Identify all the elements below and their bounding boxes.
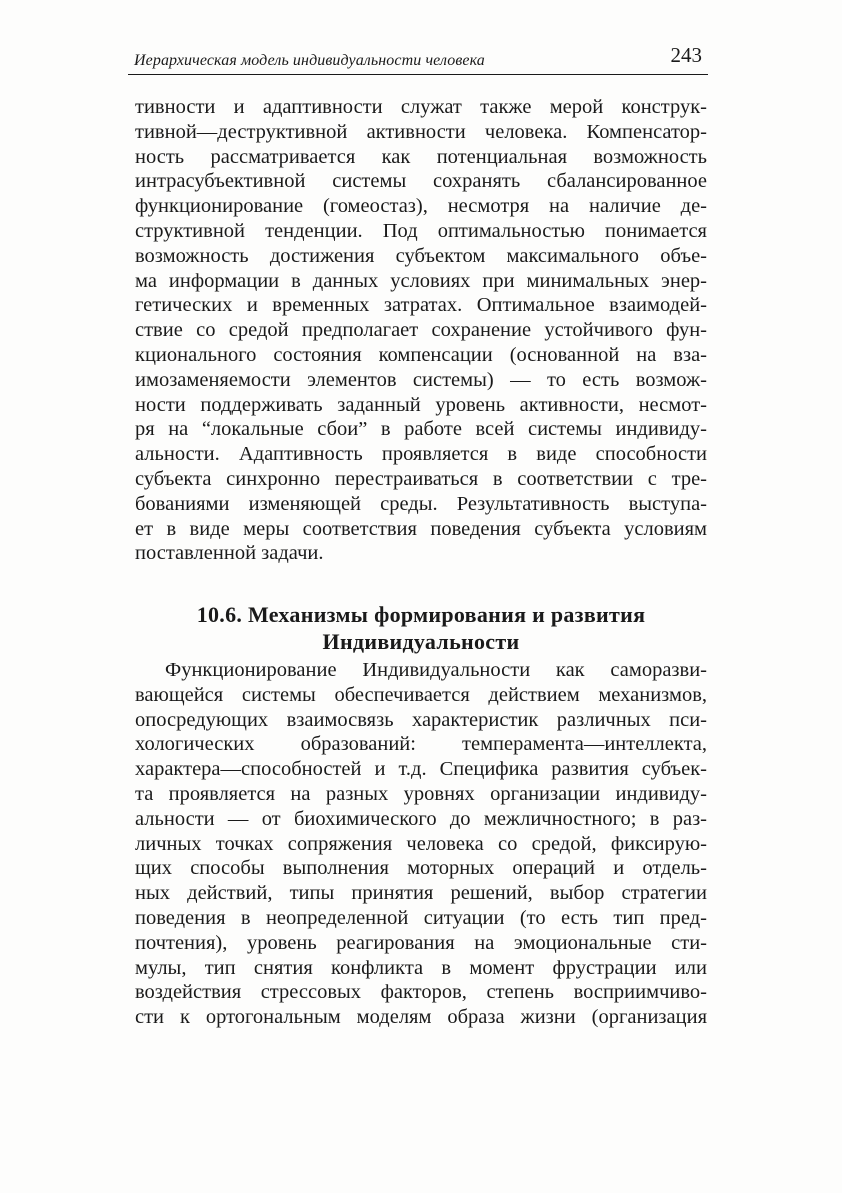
running-title: Иерархическая модель индивидуальности человека	[134, 52, 485, 69]
text-line: поведения в неопределенной ситуации (то есть тип пред-	[135, 906, 707, 929]
text-line: характера—способностей и т.д. Специфика развития субъек-	[135, 758, 707, 781]
text-line: ных действий, типы принятия решений, выбор стратегии	[135, 882, 707, 905]
text-line: ствие со средой предполагает сохранение устойчивого фун-	[135, 319, 707, 342]
section-title-part-2: Индивидуальности	[322, 629, 520, 654]
text-line: бованиями изменяющей среды. Результативность выступа-	[135, 492, 707, 515]
text-line: почтения), уровень реагирования на эмоциональные сти-	[135, 931, 707, 954]
text-line: гетических и временных затратах. Оптимальное взаимодей-	[135, 294, 707, 317]
text-line: ма информации в данных условиях при минимальных энер-	[135, 269, 707, 292]
text-line: ря на “локальные сбои” в работе всей системы индивиду-	[135, 418, 707, 441]
text-line: личных точках сопряжения человека со средой, фиксирую-	[135, 832, 707, 855]
text-line: субъекта синхронно перестраиваться в соответствии с тре-	[135, 467, 707, 490]
text-line: ность рассматривается как потенциальная возможность	[135, 145, 707, 168]
text-line: ности поддерживать заданный уровень активности, несмот-	[135, 393, 707, 416]
text-line: та проявляется на разных уровнях организации индивиду-	[135, 782, 707, 805]
text-line: опосредующих взаимосвязь характеристик различных пси-	[135, 708, 707, 731]
text-line: кционального состояния компенсации (основанной на вза-	[135, 343, 707, 366]
text-line: функционирование (гомеостаз), несмотря на наличие де-	[135, 195, 707, 218]
text-line: тивности и адаптивности служат также мерой конструк-	[135, 96, 707, 118]
text-line: альности — от биохимического до межличностного; в раз-	[135, 807, 707, 830]
section-title-part-1: Механизмы формирования и развития	[248, 602, 646, 627]
text-line: щих способы выполнения моторных операций и отдель-	[135, 857, 707, 880]
section-number: 10.6.	[196, 602, 243, 627]
section-heading-line-1	[135, 601, 707, 628]
text-line: имозаменяемости элементов системы) — то есть возмож-	[135, 368, 707, 391]
text-line: тивной—деструктивной активности человека. Компенсатор-	[135, 120, 707, 143]
text-line: структивной тенденции. Под оптимальностью понимается	[135, 219, 707, 242]
section-heading	[135, 601, 707, 655]
text-line: хологических образований: темперамента—интеллекта,	[135, 733, 707, 756]
text-line: поставленной задачи.	[135, 542, 324, 565]
page-number: 243	[670, 43, 702, 67]
running-header	[128, 40, 708, 75]
text-line: сти к ортогональным моделям образа жизни (организация	[135, 1006, 707, 1029]
text-line: воздействия стрессовых факторов, степень восприимчиво-	[135, 981, 707, 1004]
text-line: альности. Адаптивность проявляется в виде способности	[135, 443, 707, 466]
text-line: мулы, тип снятия конфликта в момент фрустрации или	[135, 956, 707, 979]
text-line: ет в виде меры соответствия поведения субъекта условиям	[135, 517, 707, 540]
text-line: вающейся системы обеспечивается действием механизмов,	[135, 683, 707, 706]
text-line: Функционирование Индивидуальности как саморазви-	[165, 659, 707, 681]
paragraph-2	[135, 658, 707, 1030]
paragraph-1	[135, 95, 707, 566]
text-line: интрасубъективной системы сохранять сбалансированное	[135, 170, 707, 193]
text-line: возможность достижения субъектом максимального объе-	[135, 244, 707, 267]
